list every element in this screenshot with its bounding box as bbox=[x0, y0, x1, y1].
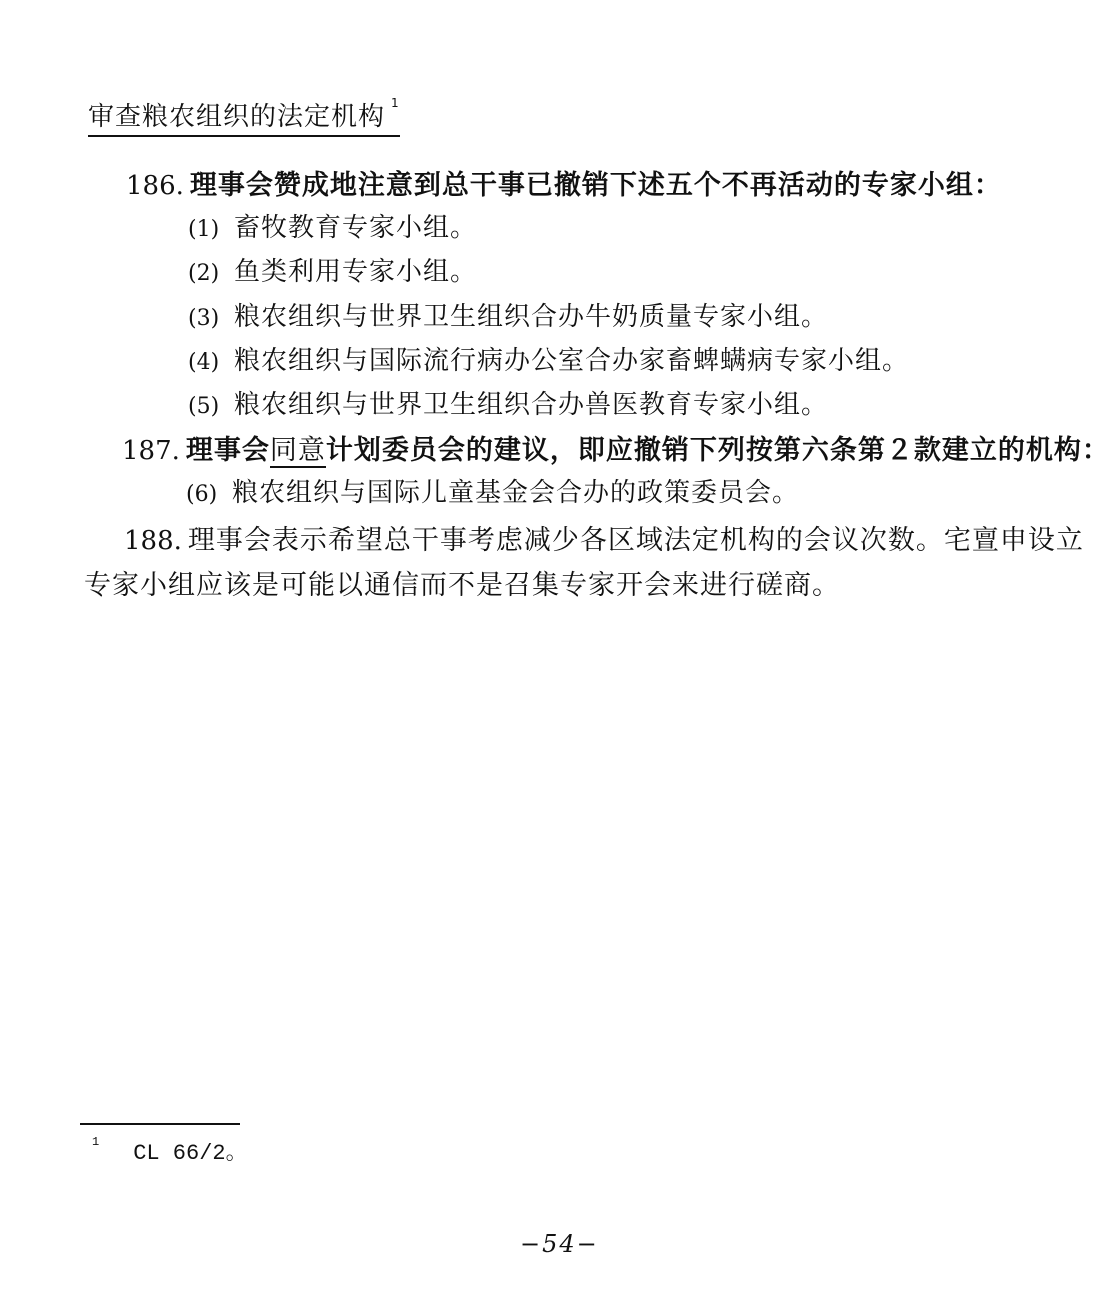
list-item bbox=[188, 296, 828, 333]
heading-text: 审查粮农组织的法定机构 bbox=[88, 102, 386, 132]
heading-footnote-ref: 1 bbox=[391, 96, 400, 110]
list-item bbox=[188, 207, 477, 244]
footnote-text: CL 66/2。 bbox=[133, 1141, 248, 1166]
paragraph-188 bbox=[124, 518, 1084, 557]
footnote-marker: 1 bbox=[92, 1135, 100, 1149]
list-item-text: 粮农组织与国际儿童基金会合办的政策委员会。 bbox=[232, 478, 800, 508]
paragraph-text-line1: 理事会表示希望总干事考虑减少各区域法定机构的会议次数。宅亶申设立 bbox=[187, 525, 1084, 556]
paragraph-number: 187. bbox=[122, 436, 180, 466]
list-item bbox=[188, 384, 828, 421]
list-item-number: (5) bbox=[188, 394, 220, 419]
list-item bbox=[186, 472, 799, 509]
list-item bbox=[188, 340, 909, 377]
paragraph-text: 理事会赞成地注意到总干事已撤销下述五个不再活动的专家小组： bbox=[189, 170, 1002, 201]
paragraph-188-line2: 专家小组应该是可能以通信而不是召集专家开会来进行磋商。 bbox=[84, 570, 840, 601]
footnote-divider bbox=[80, 1123, 240, 1125]
list-item-number: (2) bbox=[188, 261, 220, 286]
list-item-text: 鱼类利用专家小组。 bbox=[234, 257, 478, 287]
list-item bbox=[188, 251, 477, 288]
paragraph-187 bbox=[122, 428, 1110, 467]
paragraph-number: 188. bbox=[124, 526, 182, 556]
paragraph-text-rest: 计划委员会的建议，即应撤销下列按第六条第２款建立的机构： bbox=[325, 435, 1110, 466]
paragraph-number: 186. bbox=[126, 171, 184, 201]
list-item-number: (6) bbox=[186, 482, 218, 507]
paragraph-text-start: 理事会 bbox=[185, 435, 270, 466]
list-item-number: (4) bbox=[188, 350, 220, 375]
list-item-number: (1) bbox=[188, 217, 220, 242]
footnote bbox=[92, 1135, 248, 1166]
list-item-text: 畜牧教育专家小组。 bbox=[234, 213, 478, 243]
page-number: −54− bbox=[520, 1230, 599, 1258]
list-item-text: 粮农组织与国际流行病办公室合办家畜蜱螨病专家小组。 bbox=[234, 346, 910, 376]
underlined-word: 同意 bbox=[269, 435, 326, 466]
paragraph-186 bbox=[126, 163, 1002, 202]
list-item-text: 粮农组织与世界卫生组织合办牛奶质量专家小组。 bbox=[234, 302, 829, 332]
list-item-text: 粮农组织与世界卫生组织合办兽医教育专家小组。 bbox=[234, 390, 829, 420]
list-item-number: (3) bbox=[188, 306, 220, 331]
section-heading bbox=[88, 96, 400, 137]
